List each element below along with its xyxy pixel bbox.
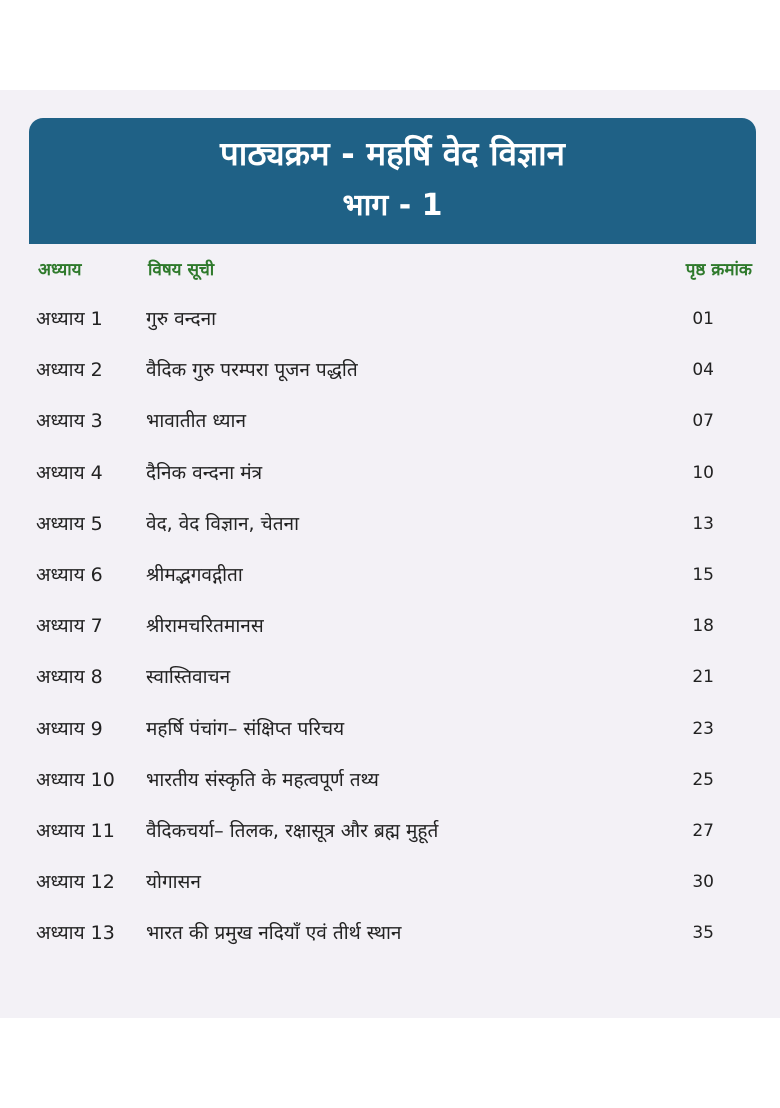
chapter-topic: वेद, वेद विज्ञान, चेतना [146,512,299,535]
chapter-topic: श्रीरामचरितमानस [146,615,264,638]
page-title: पाठ्यक्रम - महर्षि वेद विज्ञान [220,134,565,173]
chapter-number: अध्याय 9 [36,717,103,740]
list-item [0,509,780,560]
title-banner [29,118,756,244]
page-number: 35 [692,923,714,944]
page-number: 27 [692,820,714,841]
page-number: 01 [692,309,714,329]
page-number: 21 [692,667,714,688]
chapter-number: अध्याय 12 [36,871,115,894]
chapter-number: अध्याय 13 [36,922,115,945]
page-number: 30 [692,872,714,893]
chapter-topic: स्वास्तिवाचन [146,666,231,689]
page-number: 13 [692,513,714,534]
page-number: 18 [692,616,714,637]
list-item [0,662,780,713]
list-item [0,458,780,509]
chapter-number: अध्याय 4 [36,461,103,484]
list-item [0,867,780,918]
chapter-number: अध्याय 6 [36,563,103,586]
chapter-topic: भावातीत ध्यान [146,410,247,433]
list-item [0,355,780,406]
chapter-topic: दैनिक वन्दना मंत्र [146,461,263,484]
chapter-topic: वैदिकचर्या– तिलक, रक्षासूत्र और ब्रह्म मुहूर्त [146,819,439,842]
chapter-number: अध्याय 2 [36,359,103,382]
list-item [0,714,780,765]
list-item [0,765,780,816]
column-header-topic: विषय सूची [148,260,215,280]
page-number: 04 [692,360,714,381]
list-item [0,406,780,457]
chapter-topic: वैदिक गुरु परम्परा पूजन पद्धति [146,359,358,382]
chapter-topic: महर्षि पंचांग– संक्षिप्त परिचय [146,717,345,740]
chapter-topic: भारत की प्रमुख नदियाँ एवं तीर्थ स्थान [146,922,402,945]
document-page [0,90,780,1018]
page-number: 23 [692,718,714,739]
page-subtitle: भाग - 1 [342,188,443,223]
list-item [0,816,780,867]
list-item [0,560,780,611]
contents-list [0,304,780,969]
page-number: 15 [692,564,714,585]
chapter-topic: भारतीय संस्कृति के महत्वपूर्ण तथ्य [146,768,379,791]
chapter-number: अध्याय 1 [36,308,103,330]
chapter-number: अध्याय 7 [36,615,103,638]
chapter-number: अध्याय 3 [36,410,103,433]
column-header-page: पृष्ठ क्रमांक [685,260,752,280]
column-header-chapter: अध्याय [38,260,82,280]
page-number: 25 [692,769,714,790]
chapter-number: अध्याय 5 [36,512,103,535]
chapter-number: अध्याय 8 [36,666,103,689]
page-number: 10 [692,462,714,483]
page-number: 07 [692,411,714,432]
chapter-topic: गुरु वन्दना [146,308,217,330]
list-item [0,611,780,662]
list-item [0,304,780,355]
chapter-number: अध्याय 11 [36,819,115,842]
chapter-number: अध्याय 10 [36,768,115,791]
chapter-topic: श्रीमद्भगवद्गीता [146,563,243,586]
list-item [0,918,780,969]
chapter-topic: योगासन [146,871,201,894]
